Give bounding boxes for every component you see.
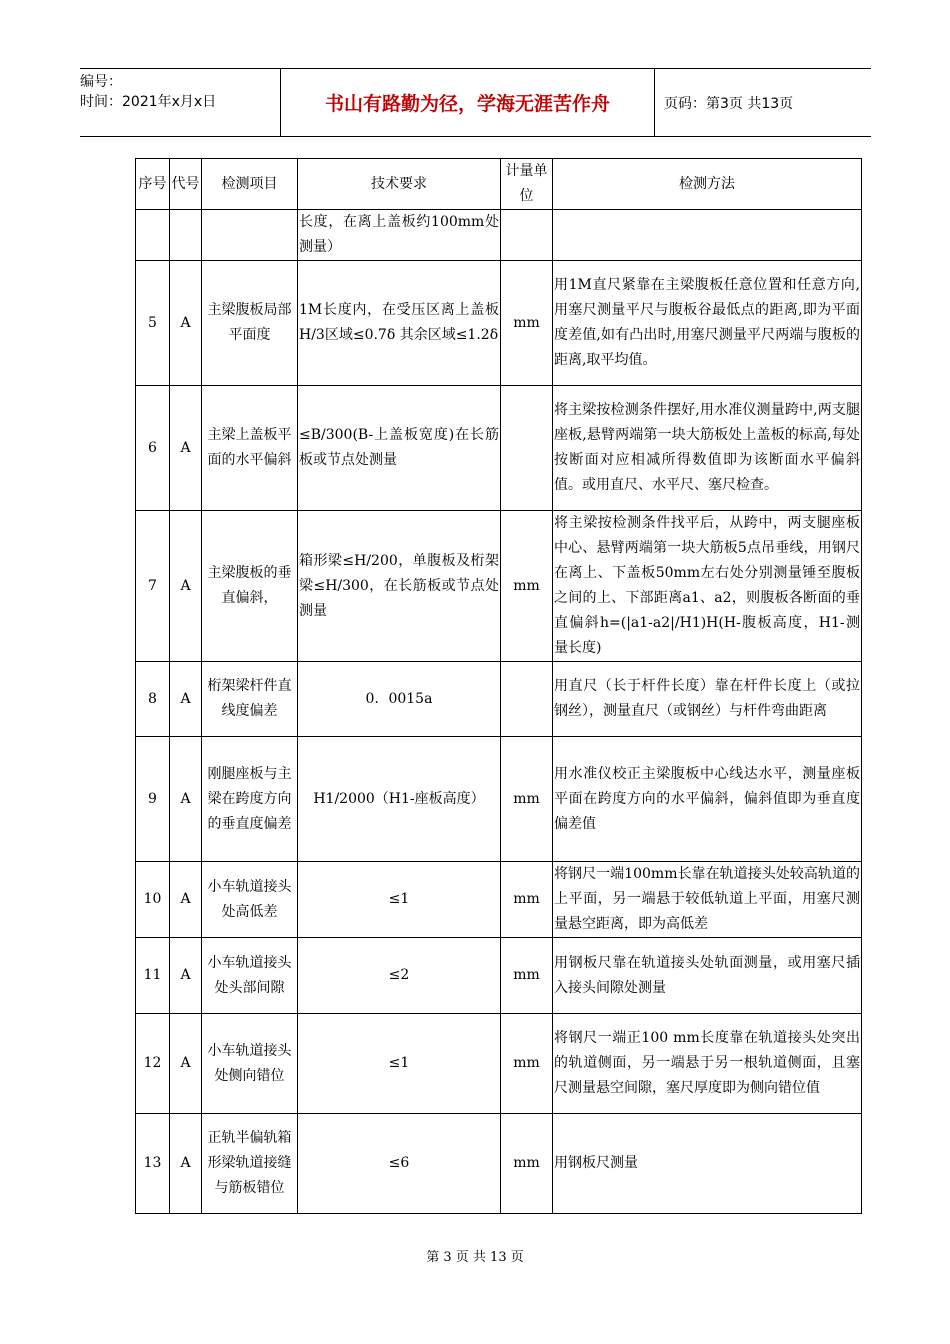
cell-item: 主梁腹板局部平面度: [202, 261, 298, 386]
cell-unit: [501, 662, 553, 737]
header-motto: 书山有路勤为径，学海无涯苦作舟: [324, 93, 610, 115]
cell-code: A: [170, 1014, 202, 1114]
header-divider: [654, 69, 655, 136]
cell-requirement: ≤6: [298, 1114, 501, 1214]
table-row: [136, 386, 862, 511]
cell-code: A: [170, 862, 202, 938]
cell-requirement: ≤1: [298, 1014, 501, 1114]
cell-item: 正轨半偏轨箱形梁轨道接缝与筋板错位: [202, 1114, 298, 1214]
cell-code: [170, 210, 202, 261]
cell-unit: mm: [501, 261, 553, 386]
header-method: 检测方法: [553, 159, 862, 210]
cell-item: 小车轨道接头处头部间隙: [202, 938, 298, 1014]
cell-unit: [501, 210, 553, 261]
cell-seq: 8: [136, 662, 170, 737]
header-item: 检测项目: [202, 159, 298, 210]
cell-code: A: [170, 737, 202, 862]
cell-method: 用钢板尺靠在轨道接头处轨面测量，或用塞尺插入接头间隙处测量: [553, 938, 862, 1014]
cell-code: A: [170, 938, 202, 1014]
cell-requirement: ≤B/300(B-上盖板宽度)在长筋板或节点处测量: [298, 386, 501, 511]
cell-item: 刚腿座板与主梁在跨度方向的垂直度偏差: [202, 737, 298, 862]
page-header: [80, 68, 871, 137]
cell-item: 桁架梁杆件直线度偏差: [202, 662, 298, 737]
header-meta: [80, 69, 280, 139]
header-code: 代号: [170, 159, 202, 210]
header-unit: 计量单位: [501, 159, 553, 210]
cell-seq: [136, 210, 170, 261]
table-header-row: [136, 159, 862, 210]
cell-requirement: ≤1: [298, 862, 501, 938]
cell-item: 主梁上盖板平面的水平偏斜: [202, 386, 298, 511]
table-row: [136, 261, 862, 386]
table-row: [136, 210, 862, 261]
cell-unit: mm: [501, 938, 553, 1014]
cell-seq: 10: [136, 862, 170, 938]
cell-requirement: 0．0015a: [298, 662, 501, 737]
cell-requirement: 箱形梁≤H/200，单腹板及桁架梁≤H/300，在长筋板或节点处测量: [298, 511, 501, 662]
header-seq: 序号: [136, 159, 170, 210]
cell-method: 将主梁按检测条件找平后，从跨中，两支腿座板中心、悬臂两端第一块大筋板5点吊垂线，用钢尺在离上、下盖板50mm左右处分别测量锤至腹板之间的上、下部距离a1、a2，则腹板各断面的垂直偏斜h=(|a1-a2|/H1)H(H-腹板高度，H1-测量长度): [553, 511, 862, 662]
cell-method: 将钢尺一端正100 mm长度靠在轨道接头处突出的轨道侧面，另一端悬于另一根轨道侧面，且塞尺测量悬空间隙，塞尺厚度即为侧向错位值: [553, 1014, 862, 1114]
cell-unit: [501, 386, 553, 511]
cell-method: 将钢尺一端100mm长靠在轨道接头处较高轨道的上平面，另一端悬于较低轨道上平面，用塞尺测量悬空距离，即为高低差: [553, 862, 862, 938]
cell-requirement: ≤2: [298, 938, 501, 1014]
table-row: [136, 1014, 862, 1114]
page-footer: 第 3 页 共 13 页: [426, 1250, 524, 1265]
cell-requirement: 1M长度内，在受压区离上盖板H/3区域≤0.7δ 其余区域≤1.2δ: [298, 261, 501, 386]
cell-seq: 6: [136, 386, 170, 511]
document-number-label: 编号：: [80, 74, 122, 90]
cell-code: A: [170, 511, 202, 662]
cell-seq: 9: [136, 737, 170, 862]
cell-item: 主梁腹板的垂直偏斜，: [202, 511, 298, 662]
header-requirement: 技术要求: [298, 159, 501, 210]
cell-requirement: 长度，在离上盖板约100mm处测量）: [298, 210, 501, 261]
cell-item: 小车轨道接头处高低差: [202, 862, 298, 938]
cell-code: A: [170, 1114, 202, 1214]
table-row: [136, 662, 862, 737]
cell-seq: 12: [136, 1014, 170, 1114]
cell-seq: 5: [136, 261, 170, 386]
cell-unit: mm: [501, 737, 553, 862]
cell-code: A: [170, 662, 202, 737]
table-row: [136, 511, 862, 662]
cell-seq: 13: [136, 1114, 170, 1214]
cell-method: [553, 210, 862, 261]
table-row: [136, 1114, 862, 1214]
cell-unit: mm: [501, 511, 553, 662]
cell-requirement: H1/2000（H1-座板高度）: [298, 737, 501, 862]
cell-seq: 7: [136, 511, 170, 662]
inspection-table: [135, 158, 862, 1214]
cell-method: 用直尺（长于杆件长度）靠在杆件长度上（或拉钢丝），测量直尺（或钢丝）与杆件弯曲距离: [553, 662, 862, 737]
cell-code: A: [170, 386, 202, 511]
cell-code: A: [170, 261, 202, 386]
cell-seq: 11: [136, 938, 170, 1014]
cell-unit: mm: [501, 862, 553, 938]
header-page-info: 页码：第3页 共13页: [664, 95, 794, 112]
document-time: 时间：2021年x月x日: [80, 94, 217, 110]
cell-method: 用水准仪校正主梁腹板中心线达水平，测量座板平面在跨度方向的水平偏斜，偏斜值即为垂直度偏差值: [553, 737, 862, 862]
table-row: [136, 938, 862, 1014]
table-row: [136, 862, 862, 938]
cell-method: 用1M直尺紧靠在主梁腹板任意位置和任意方向,用塞尺测量平尺与腹板谷最低点的距离,即为平面度差值,如有凸出时,用塞尺测量平尺两端与腹板的距离,取平均值。: [553, 261, 862, 386]
table-row: [136, 737, 862, 862]
cell-method: 用钢板尺测量: [553, 1114, 862, 1214]
cell-item: 小车轨道接头处侧向错位: [202, 1014, 298, 1114]
cell-unit: mm: [501, 1114, 553, 1214]
cell-unit: mm: [501, 1014, 553, 1114]
cell-method: 将主梁按检测条件摆好,用水准仪测量跨中,两支腿座板,悬臂两端第一块大筋板处上盖板的标高,每处按断面对应相减所得数值即为该断面水平偏斜值。或用直尺、水平尺、塞尺检查。: [553, 386, 862, 511]
cell-item: [202, 210, 298, 261]
